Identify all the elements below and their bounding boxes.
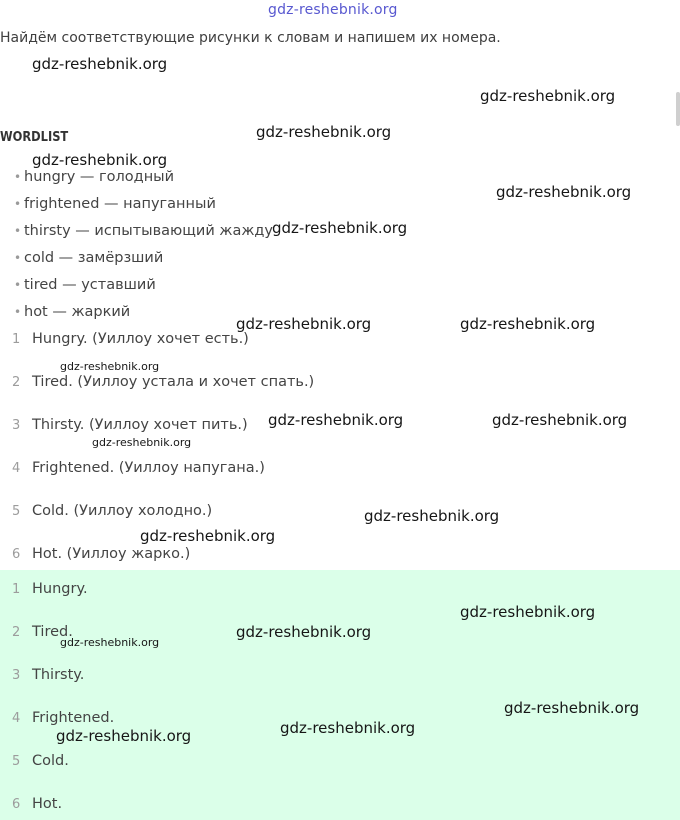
answer-text: Frightened. (Уиллоу напугана.)	[32, 460, 265, 476]
answer-text: Cold.	[32, 753, 69, 769]
answer-number: 5	[12, 754, 21, 769]
answer-number: 2	[12, 625, 21, 640]
header-watermark: gdz-reshebnik.org	[268, 2, 398, 18]
answer-number: 3	[12, 668, 21, 683]
watermark: gdz-reshebnik.org	[60, 360, 160, 373]
bullet-icon: •	[14, 305, 22, 319]
answer-item	[0, 795, 114, 820]
wordlist-item	[14, 248, 273, 275]
watermark: gdz-reshebnik.org	[460, 315, 596, 333]
answer-item	[0, 580, 114, 623]
scrollbar-thumb[interactable]	[676, 92, 680, 126]
watermark: gdz-reshebnik.org	[460, 603, 596, 621]
answer-text: Cold. (Уиллоу холодно.)	[32, 503, 213, 519]
answer-text: Hot. (Уиллоу жарко.)	[32, 546, 191, 562]
answer-item	[0, 752, 114, 795]
answer-text: Frightened.	[32, 710, 115, 726]
watermark: gdz-reshebnik.org	[272, 219, 408, 237]
watermark: gdz-reshebnik.org	[236, 623, 372, 641]
watermark: gdz-reshebnik.org	[140, 527, 276, 545]
answer-text: Thirsty. (Уиллоу хочет пить.)	[32, 417, 248, 433]
answers-plain	[0, 580, 114, 820]
wordlist-item	[14, 302, 273, 329]
answer-number: 6	[12, 547, 21, 562]
answer-number: 6	[12, 797, 21, 812]
answer-number: 1	[12, 332, 21, 347]
bullet-icon: •	[14, 278, 22, 292]
wordlist-item	[14, 275, 273, 302]
answer-text: Tired. (Уиллоу устала и хочет спать.)	[32, 374, 315, 390]
wordlist-item	[14, 221, 273, 248]
wordlist-item-text: thirsty — испытывающий жажду	[24, 223, 273, 239]
watermark: gdz-reshebnik.org	[92, 436, 192, 449]
bullet-icon: •	[14, 170, 22, 184]
answer-text: Tired.	[32, 624, 73, 640]
watermark: gdz-reshebnik.org	[268, 411, 404, 429]
watermark: gdz-reshebnik.org	[480, 87, 616, 105]
watermark: gdz-reshebnik.org	[32, 151, 168, 169]
wordlist-item	[14, 167, 273, 194]
watermark: gdz-reshebnik.org	[56, 727, 192, 745]
watermark: gdz-reshebnik.org	[236, 315, 372, 333]
watermark: gdz-reshebnik.org	[504, 699, 640, 717]
wordlist-item-text: hungry — голодный	[24, 169, 175, 185]
watermark: gdz-reshebnik.org	[32, 55, 168, 73]
answer-number: 3	[12, 418, 21, 433]
wordlist-item	[14, 194, 273, 221]
watermark: gdz-reshebnik.org	[256, 123, 392, 141]
bullet-icon: •	[14, 197, 22, 211]
answer-text: Hungry.	[32, 581, 88, 597]
answer-number: 2	[12, 375, 21, 390]
watermark: gdz-reshebnik.org	[60, 636, 160, 649]
wordlist	[14, 167, 273, 329]
wordlist-item-text: frightened — напуганный	[24, 196, 216, 212]
wordlist-title: WORDLIST	[0, 130, 69, 145]
bullet-icon: •	[14, 251, 22, 265]
answer-item	[0, 459, 314, 502]
answer-number: 1	[12, 582, 21, 597]
watermark: gdz-reshebnik.org	[496, 183, 632, 201]
answer-text: Hot.	[32, 796, 63, 812]
answer-text: Hungry. (Уиллоу хочет есть.)	[32, 331, 249, 347]
answer-number: 4	[12, 461, 21, 476]
wordlist-item-text: tired — уставший	[24, 277, 156, 293]
answer-number: 4	[12, 711, 21, 726]
watermark: gdz-reshebnik.org	[492, 411, 628, 429]
wordlist-item-text: cold — замёрзший	[24, 250, 164, 266]
answer-item	[0, 373, 314, 416]
task-instruction: Найдём соответствующие рисунки к словам и напишем их номера.	[0, 30, 501, 46]
watermark: gdz-reshebnik.org	[364, 507, 500, 525]
answer-text: Thirsty.	[32, 667, 85, 683]
bullet-icon: •	[14, 224, 22, 238]
watermark: gdz-reshebnik.org	[280, 719, 416, 737]
answer-item	[0, 666, 114, 709]
wordlist-item-text: hot — жаркий	[24, 304, 131, 320]
answer-number: 5	[12, 504, 21, 519]
